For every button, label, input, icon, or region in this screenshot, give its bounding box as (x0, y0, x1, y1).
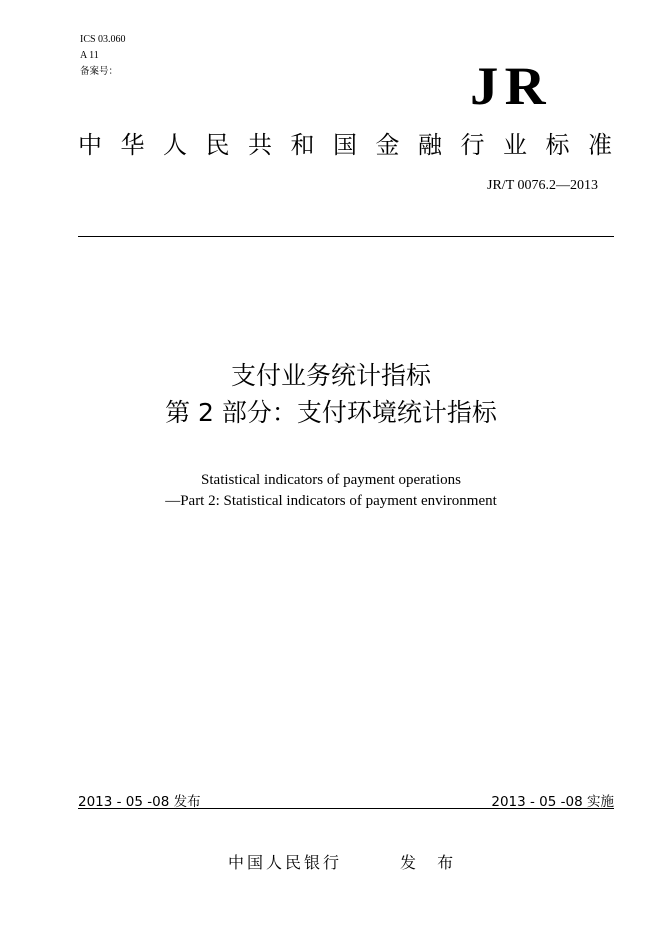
title-cn-line2: 第 2 部分：支付环境统计指标 (165, 398, 497, 427)
category-code: A 11 (80, 50, 99, 61)
bottom-divider (78, 808, 614, 809)
title-en-line1: Statistical indicators of payment operations (201, 472, 461, 488)
issuer-name: 中国人民银行 (228, 853, 343, 872)
title-en-line2: —Part 2: Statistical indicators of payment environment (165, 493, 497, 509)
standard-title: 中华人民共和国金融行业标准 (78, 131, 631, 159)
jr-logo: JR (470, 56, 552, 116)
standard-code: JR/T 0076.2—2013 (487, 178, 598, 193)
implement-date: 2013 - 05 -08 实施 (491, 794, 614, 810)
issue-label: 发 布 (400, 853, 462, 872)
record-number-label: 备案号： (80, 66, 119, 77)
top-divider (78, 236, 614, 237)
ics-code: ICS 03.060 (80, 34, 126, 45)
release-date: 2013 - 05 -08 发布 (78, 794, 201, 810)
classification-block (80, 32, 126, 80)
title-cn-line1: 支付业务统计指标 (230, 361, 431, 390)
